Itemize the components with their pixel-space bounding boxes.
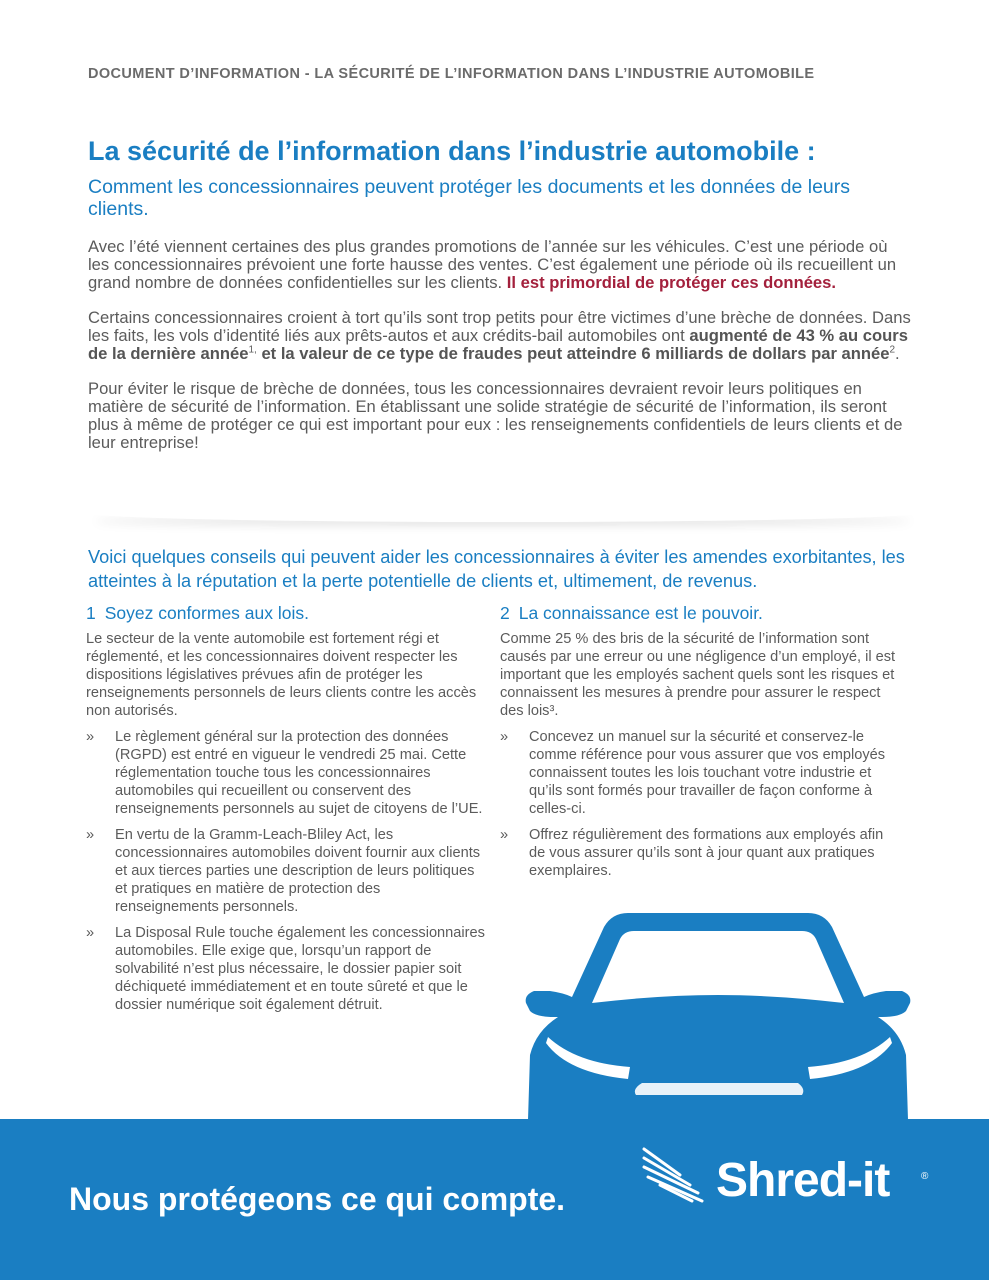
bullet-marker: » <box>86 925 95 941</box>
intro-p1-highlight: Il est primordial de protéger ces données. <box>506 273 836 292</box>
list-item-text: La Disposal Rule touche également les concessionnaires automobiles. Elle exige que, lorsqu’un rapport de solvabilité n’est plus nécessaire, le dossier papier soit déchiqueté immédiatement et en toute sûreté et que le dossier numérique soit également détruit. <box>115 925 485 1013</box>
page-title: La sécurité de l’information dans l’industrie automobile : <box>88 136 816 166</box>
car-front-icon <box>516 905 922 1120</box>
tips-intro: Voici quelques conseils qui peuvent aider les concessionnaires à éviter les amendes exorbitantes, les atteintes à la réputation et la perte potentielle de clients et, ultimement, de revenus. <box>88 547 905 591</box>
section-number: 1 <box>86 603 96 623</box>
bullet-marker: » <box>500 827 509 843</box>
list-item-text: Le règlement général sur la protection des données (RGPD) est entré en vigueur le vendredi 25 mai. Cette réglementation touche tous les concessionnaires automobiles qui recueillent ou conservent des renseignements personnels au sujet de citoyens de l’UE. <box>115 729 483 817</box>
section-1-column <box>86 604 486 1022</box>
registered-mark: ® <box>921 1171 929 1182</box>
section-divider <box>88 504 918 522</box>
intro-paragraph-2 <box>88 309 913 363</box>
footer-banner <box>0 1119 989 1280</box>
bullet-list <box>86 728 486 1014</box>
bullet-marker: » <box>86 729 95 745</box>
intro-p2-end: . <box>895 344 900 363</box>
list-item <box>86 924 486 1014</box>
list-item-text: Concevez un manuel sur la sécurité et conservez-le comme référence pour vous assurer que vos employés connaissent toutes les lois touchant votre industrie et qu’ils sont formés pour travailler de façon conforme à celles-ci. <box>529 729 886 817</box>
list-item <box>500 826 900 880</box>
bullet-marker: » <box>86 827 95 843</box>
intro-paragraph-3: Pour éviter le risque de brèche de données, tous les concessionnaires devraient revoir leurs politiques en matière de sécurité de l’information. En établissant une solide stratégie de sécurité de l’information, ils seront plus à même de protéger ce qui est important pour eux : les renseignements confidentiels de leurs clients et de leur entreprise! <box>88 379 903 452</box>
footer-tagline: Nous protégeons ce qui compte. <box>69 1181 566 1217</box>
intro-p2-text: Certains concessionnaires croient à tort qu’ils sont trop petits pour être victimes d’une brèche de données. Dans les faits, les vols d’identité liés aux prêts-autos et aux crédits-bail automobiles ont <box>88 308 911 345</box>
intro-p2-bold-1: augmenté de 43 % au cours de la dernière année <box>88 326 908 363</box>
page-subtitle: Comment les concessionnaires peuvent protéger les documents et les données de leurs clients. <box>88 176 851 220</box>
section-body: Le secteur de la vente automobile est fortement régi et réglementé, et les concessionnaires doivent respecter les dispositions législatives prévues afin de protéger les renseignements personnels de leurs clients contre les accès non autorisés. <box>86 631 477 719</box>
list-item-text: En vertu de la Gramm-Leach-Bliley Act, les concessionnaires automobiles doivent fournir aux clients et aux tierces parties une description de leurs politiques et pratiques en matière de protection des renseignements personnels. <box>115 827 481 915</box>
intro-p1-text: Avec l’été viennent certaines des plus grandes promotions de l’année sur les véhicules. C’est une période où les concessionnaires prévoient une forte hausse des ventes. C’est également une période où ils recueillent un grand nombre de données confidentielles sur les clients. <box>88 237 897 292</box>
section-heading <box>86 604 486 622</box>
list-item-text: Offrez régulièrement des formations aux employés afin de vous assurer qu’ils sont à jour quant aux pratiques exemplaires. <box>529 827 884 879</box>
bullet-marker: » <box>500 729 509 745</box>
section-heading-text: Soyez conformes aux lois. <box>104 603 309 623</box>
intro-section <box>88 238 913 469</box>
intro-paragraph-1 <box>88 238 913 292</box>
list-item <box>86 728 486 818</box>
list-item <box>500 728 900 818</box>
shred-it-stripes-icon <box>640 1145 710 1205</box>
document-kicker: DOCUMENT D’INFORMATION - LA SÉCURITÉ DE L’INFORMATION DANS L’INDUSTRIE AUTOMOBILE <box>88 66 815 82</box>
section-2-column <box>500 604 900 888</box>
footnote-1: 1, <box>248 344 257 356</box>
section-number: 2 <box>500 603 510 623</box>
section-heading <box>500 604 900 622</box>
shred-it-logo: Shred-it <box>716 1154 890 1207</box>
section-body: Comme 25 % des bris de la sécurité de l’information sont causés par une erreur ou une négligence d’un employé, il est important que les employés sachent quels sont les risques et connaissent les mesures à prendre pour assurer le respect des lois³. <box>500 631 896 719</box>
list-item <box>86 826 486 916</box>
section-heading-text: La connaissance est le pouvoir. <box>518 603 763 623</box>
intro-p2-bold-2: et la valeur de ce type de fraudes peut atteindre 6 milliards de dollars par année <box>261 344 890 363</box>
footnote-2: 2 <box>889 344 896 356</box>
bullet-list <box>500 728 900 880</box>
